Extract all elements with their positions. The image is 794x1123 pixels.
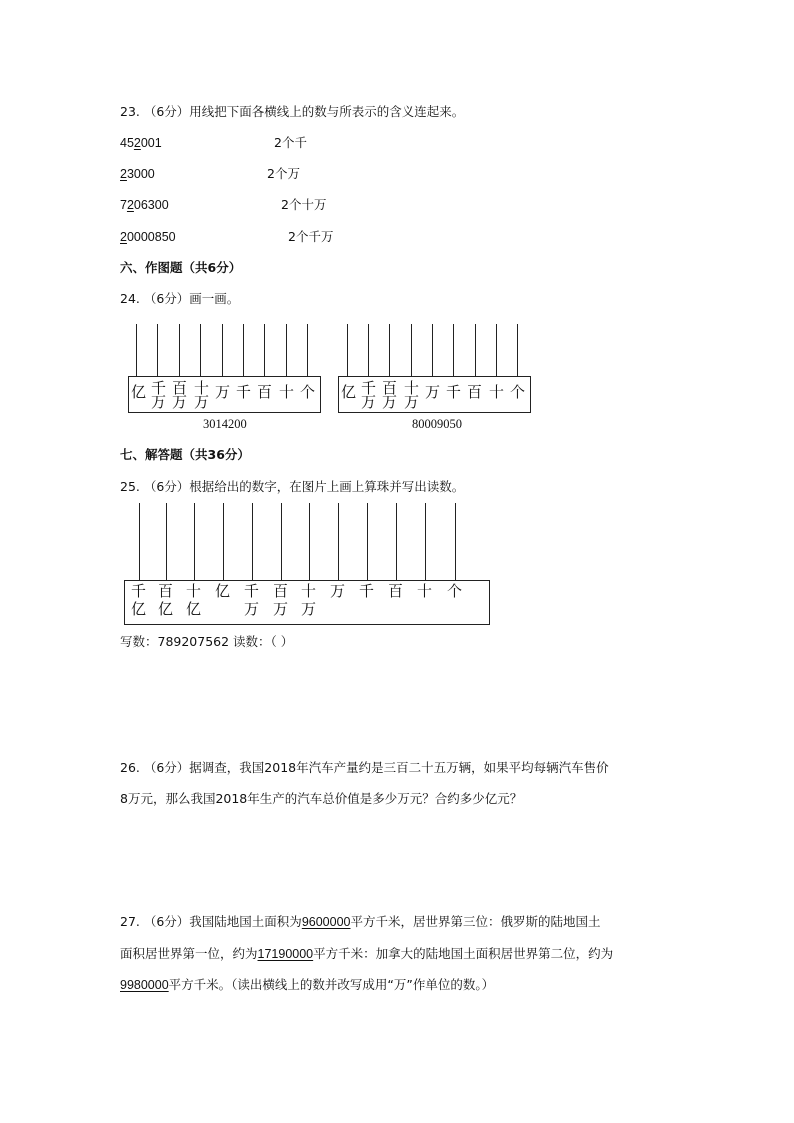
abacus-label: 万 [215,383,231,401]
q27-line-3 [120,979,494,992]
q27-underlined-number: 9980000 [120,978,169,992]
q25-write-line: 写数：789207562 读数：（ ） [120,634,294,649]
abacus-rod [338,503,339,580]
abacus-label: 百 [467,383,483,401]
abacus-label: 亿 [131,383,147,401]
q23-meaning-4: 2个千万 [288,229,334,244]
abacus-label: 百万 [382,379,398,411]
abacus-label: 千 [244,582,260,600]
q23-number-2 [120,168,155,181]
abacus-rod [166,503,167,580]
abacus-label-unit: 亿 [131,600,147,618]
abacus-caption: 80009050 [412,417,462,431]
abacus-label: 个 [447,582,463,600]
q23-number-4 [120,231,176,244]
abacus-label: 十 [301,582,317,600]
abacus-rod [264,324,265,376]
abacus-label: 百 [273,582,289,600]
abacus-label: 百 [257,383,273,401]
abacus-label: 千万 [151,379,167,411]
abacus-rod [223,503,224,580]
abacus-label: 百万 [172,379,188,411]
q27-underlined-number: 17190000 [257,947,314,961]
section-6-title: 六、作图题（共6分） [120,260,242,275]
abacus-rod [496,324,497,376]
abacus-label: 百 [158,582,174,600]
abacus-label: 万 [330,582,346,600]
abacus-label: 千万 [361,379,377,411]
q27-text: 27. （6分）我国陆地国土面积为 [120,914,302,929]
q25-stem: 25. （6分）根据给出的数字，在图片上画上算珠并写出读数。 [120,479,465,494]
abacus-label: 十 [417,582,433,600]
q27-underlined-number: 9600000 [301,915,351,929]
abacus-rod [453,324,454,376]
q27-text: 面积居世界第一位，约为 [120,946,258,961]
q23-num-part: 7 [120,198,127,212]
section-7-title: 七、解答题（共36分） [120,447,250,462]
abacus-rod [194,503,195,580]
abacus-rod [179,324,180,376]
q23-num-underlined: 2 [126,198,134,212]
q23-num-part: 3000 [126,167,155,181]
q27-text: 平方千米：加拿大的陆地国土面积居世界第二位，约为 [313,946,614,961]
q23-num-underlined: 2 [120,230,127,244]
abacus-label-unit: 万 [244,600,260,618]
q23-num-underlined: 2 [120,167,127,181]
abacus-rod [252,503,253,580]
abacus-label: 十 [186,582,202,600]
abacus-rod [157,324,158,376]
abacus-label-unit: 万 [301,600,317,618]
abacus-rod [396,503,397,580]
abacus-rod [136,324,137,376]
q23-number-1 [120,137,162,150]
q23-num-part: 45 [120,136,134,150]
q27-line-1 [120,916,601,929]
q24-stem: 24. （6分）画一画。 [120,291,240,306]
abacus-label: 亿 [215,582,231,600]
abacus-label: 千 [446,383,462,401]
abacus-label-unit: 亿 [158,600,174,618]
abacus-label: 万 [425,383,441,401]
abacus-rod [389,324,390,376]
abacus-rod [368,324,369,376]
abacus-rod [517,324,518,376]
abacus-rod [307,324,308,376]
abacus-rod [286,324,287,376]
abacus-label: 个 [510,383,526,401]
abacus-rod [139,503,140,580]
abacus-rod [432,324,433,376]
abacus-label: 十 [489,383,505,401]
q26-line-2: 8万元，那么我国2018年生产的汽车总价值是多少万元？合约多少亿元？ [120,791,523,806]
abacus-label-unit: 亿 [186,600,202,618]
q23-num-part: 001 [140,136,162,150]
abacus-label: 千 [359,582,375,600]
q23-number-3 [120,199,169,212]
q23-meaning-3: 2个十万 [281,197,327,212]
abacus-rod [347,324,348,376]
abacus-label: 百 [388,582,404,600]
q23-num-part: 06300 [133,198,169,212]
q23-meaning-1: 2个千 [274,135,307,150]
abacus-rod [425,503,426,580]
q27-text: 平方千米。（读出横线上的数并改写成用“万”作单位的数。） [168,977,495,992]
q23-meaning-2: 2个万 [267,166,300,181]
abacus-caption: 3014200 [203,417,247,431]
abacus-label: 千 [236,383,252,401]
abacus-label: 个 [300,383,316,401]
abacus-rod [411,324,412,376]
abacus-rod [200,324,201,376]
q23-num-part: 0000850 [126,230,176,244]
abacus-rod [281,503,282,580]
abacus-label: 十万 [194,379,210,411]
abacus-rod [455,503,456,580]
q27-line-2 [120,948,613,961]
abacus-rod [243,324,244,376]
q27-text: 平方千米，居世界第三位：俄罗斯的陆地国土 [350,914,601,929]
abacus-label: 亿 [341,383,357,401]
abacus-rod [367,503,368,580]
abacus-label: 十 [279,383,295,401]
abacus-label-unit: 万 [273,600,289,618]
abacus-label: 十万 [404,379,420,411]
abacus-rod [309,503,310,580]
q26-line-1: 26. （6分）据调查，我国2018年汽车产量约是三百二十五万辆，如果平均每辆汽车售价 [120,760,609,775]
abacus-label: 千 [131,582,147,600]
q23-stem: 23. （6分）用线把下面各横线上的数与所表示的含义连起来。 [120,104,465,119]
abacus-rod [475,324,476,376]
abacus-rod [222,324,223,376]
q23-num-underlined: 2 [133,136,141,150]
